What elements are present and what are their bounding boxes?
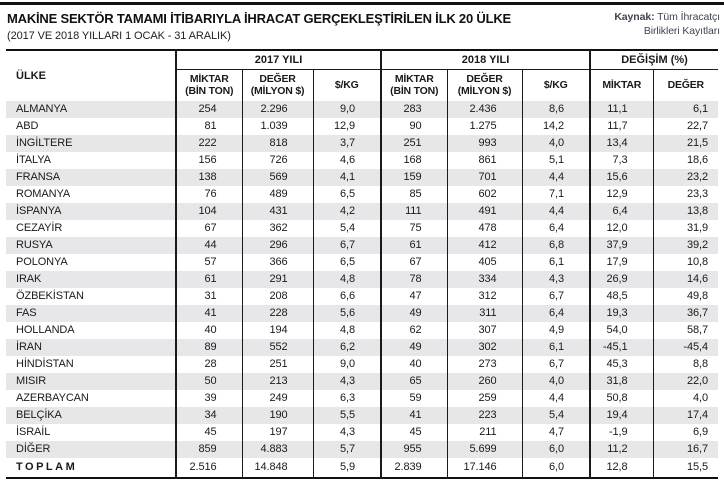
cell-value: 2.296 bbox=[242, 101, 313, 118]
cell-value: 334 bbox=[447, 271, 522, 288]
cell-value: 17.146 bbox=[447, 458, 522, 478]
cell-value: 254 bbox=[176, 101, 242, 118]
cell-value: 5,4 bbox=[313, 220, 381, 237]
cell-value: 1.275 bbox=[447, 118, 522, 135]
cell-value: 955 bbox=[381, 441, 447, 458]
cell-value: 211 bbox=[447, 424, 522, 441]
cell-country: RUSYA bbox=[16, 238, 53, 251]
cell-value: 61 bbox=[381, 237, 447, 254]
cell-value: 491 bbox=[447, 203, 522, 220]
table-row bbox=[6, 407, 718, 424]
cell-value: 4,1 bbox=[313, 169, 381, 186]
cell-value: 62 bbox=[381, 322, 447, 339]
table-row bbox=[6, 186, 718, 203]
cell-value: 39 bbox=[176, 390, 242, 407]
page-title: MAKİNE SEKTÖR TAMAMI İTİBARIYLA İHRACAT GERÇEKLEŞTİRİLEN İLK 20 ÜLKE bbox=[7, 11, 511, 26]
col-header-2017-value bbox=[242, 70, 313, 101]
cell-value: 45 bbox=[381, 424, 447, 441]
cell-value: 2.839 bbox=[381, 458, 447, 478]
cell-value: 9,0 bbox=[313, 101, 381, 118]
cell-value: 11,1 bbox=[590, 101, 653, 118]
col-header-line: MİKTAR bbox=[394, 73, 434, 86]
table-row bbox=[6, 373, 718, 390]
col-header-line: DEĞER bbox=[466, 73, 503, 86]
cell-value: 36,7 bbox=[653, 305, 718, 322]
cell-value: 31 bbox=[176, 288, 242, 305]
cell-value: 104 bbox=[176, 203, 242, 220]
cell-value: 6,6 bbox=[313, 288, 381, 305]
cell-value: 18,6 bbox=[653, 152, 718, 169]
col-header-2018-amount bbox=[381, 70, 447, 101]
cell-value: 213 bbox=[242, 373, 313, 390]
col-header-line: (BİN TON) bbox=[390, 85, 439, 98]
cell-value: 48,5 bbox=[590, 288, 653, 305]
cell-value: 19,3 bbox=[590, 305, 653, 322]
table-row bbox=[6, 271, 718, 288]
cell-value: 17,9 bbox=[590, 254, 653, 271]
cell-value: 75 bbox=[381, 220, 447, 237]
cell-value: 489 bbox=[242, 186, 313, 203]
table-row bbox=[6, 203, 718, 220]
cell-value: 6,4 bbox=[590, 203, 653, 220]
col-header-line: $/KG bbox=[543, 79, 568, 92]
cell-value: 251 bbox=[242, 356, 313, 373]
cell-value: 6,0 bbox=[522, 441, 590, 458]
cell-value: 208 bbox=[242, 288, 313, 305]
cell-value: 4,2 bbox=[313, 203, 381, 220]
cell-value: 6,5 bbox=[313, 254, 381, 271]
cell-value: 39,2 bbox=[653, 237, 718, 254]
col-header-country: ÜLKE bbox=[16, 69, 46, 82]
cell-value: 26,9 bbox=[590, 271, 653, 288]
cell-value: 569 bbox=[242, 169, 313, 186]
cell-value: 85 bbox=[381, 186, 447, 203]
cell-value: 4,0 bbox=[522, 135, 590, 152]
cell-value: 283 bbox=[381, 101, 447, 118]
table-row bbox=[6, 254, 718, 271]
cell-value: 45 bbox=[176, 424, 242, 441]
cell-country: İNGİLTERE bbox=[16, 136, 73, 149]
cell-value: 14,6 bbox=[653, 271, 718, 288]
cell-value: 478 bbox=[447, 220, 522, 237]
cell-country: ALMANYA bbox=[16, 102, 68, 115]
exports-table bbox=[6, 49, 718, 479]
cell-value: 16,7 bbox=[653, 441, 718, 458]
cell-country: İRAN bbox=[16, 340, 42, 353]
cell-value: 6,9 bbox=[653, 424, 718, 441]
table-row bbox=[6, 424, 718, 441]
cell-value: 13,8 bbox=[653, 203, 718, 220]
cell-value: 14,2 bbox=[522, 118, 590, 135]
cell-value: 138 bbox=[176, 169, 242, 186]
cell-value: 12,9 bbox=[313, 118, 381, 135]
cell-value: 5,4 bbox=[522, 407, 590, 424]
cell-value: 861 bbox=[447, 152, 522, 169]
heading-block bbox=[7, 11, 511, 42]
cell-value: 260 bbox=[447, 373, 522, 390]
cell-country: FAS bbox=[16, 306, 37, 319]
cell-value: 3,7 bbox=[313, 135, 381, 152]
cell-value: 31,8 bbox=[590, 373, 653, 390]
cell-country: İTALYA bbox=[16, 153, 51, 166]
cell-value: 156 bbox=[176, 152, 242, 169]
cell-value: 54,0 bbox=[590, 322, 653, 339]
cell-value: 49 bbox=[381, 339, 447, 356]
cell-value: 67 bbox=[176, 220, 242, 237]
table-row bbox=[6, 390, 718, 407]
cell-value: 7,1 bbox=[522, 186, 590, 203]
cell-value: 4,4 bbox=[522, 169, 590, 186]
cell-value: 159 bbox=[381, 169, 447, 186]
group-header-change: DEĞİŞİM (%) bbox=[590, 50, 718, 70]
masthead bbox=[0, 5, 724, 49]
cell-value: 58,7 bbox=[653, 322, 718, 339]
cell-value: 12,8 bbox=[590, 458, 653, 478]
cell-value: 6,3 bbox=[313, 390, 381, 407]
table-row bbox=[6, 169, 718, 186]
table-row bbox=[6, 288, 718, 305]
cell-value: 15,6 bbox=[590, 169, 653, 186]
source-note bbox=[595, 11, 720, 39]
cell-value: 15,5 bbox=[653, 458, 718, 478]
table-row bbox=[6, 441, 718, 458]
cell-value: 6,2 bbox=[313, 339, 381, 356]
table-body bbox=[6, 101, 718, 478]
page-subtitle: (2017 VE 2018 YILLARI 1 OCAK - 31 ARALIK) bbox=[7, 29, 231, 42]
cell-value: 6,0 bbox=[522, 458, 590, 478]
cell-value: 11,2 bbox=[590, 441, 653, 458]
cell-value: 57 bbox=[176, 254, 242, 271]
cell-value: 41 bbox=[381, 407, 447, 424]
cell-value: 14.848 bbox=[242, 458, 313, 478]
cell-value: 19,4 bbox=[590, 407, 653, 424]
col-header-2017-amount bbox=[176, 70, 242, 101]
cell-value: 4,4 bbox=[522, 390, 590, 407]
cell-value: 49 bbox=[381, 305, 447, 322]
cell-country: İSPANYA bbox=[16, 204, 62, 217]
cell-country: ABD bbox=[16, 119, 39, 132]
table-row bbox=[6, 152, 718, 169]
cell-value: 197 bbox=[242, 424, 313, 441]
cell-value: 4,3 bbox=[522, 271, 590, 288]
cell-value: 190 bbox=[242, 407, 313, 424]
table-row bbox=[6, 135, 718, 152]
cell-value: 312 bbox=[447, 288, 522, 305]
cell-value: 13,4 bbox=[590, 135, 653, 152]
cell-value: 37,9 bbox=[590, 237, 653, 254]
cell-value: 6,8 bbox=[522, 237, 590, 254]
cell-value: 701 bbox=[447, 169, 522, 186]
cell-value: 4,0 bbox=[522, 373, 590, 390]
cell-value: 23,2 bbox=[653, 169, 718, 186]
cell-value: 89 bbox=[176, 339, 242, 356]
cell-country: TOPLAM bbox=[16, 460, 78, 473]
cell-country: AZERBAYCAN bbox=[16, 391, 89, 404]
cell-value: 50 bbox=[176, 373, 242, 390]
cell-value: 40 bbox=[176, 322, 242, 339]
cell-value: 21,5 bbox=[653, 135, 718, 152]
cell-country: MISIR bbox=[16, 374, 47, 387]
cell-value: 602 bbox=[447, 186, 522, 203]
group-header-2017: 2017 YILI bbox=[176, 50, 381, 70]
col-header-change-value bbox=[653, 70, 718, 101]
cell-value: 291 bbox=[242, 271, 313, 288]
cell-value: 23,3 bbox=[653, 186, 718, 203]
cell-value: 50,8 bbox=[590, 390, 653, 407]
cell-value: 8,6 bbox=[522, 101, 590, 118]
cell-value: 4,3 bbox=[313, 373, 381, 390]
col-header-change-amount bbox=[590, 70, 653, 101]
cell-value: 12,9 bbox=[590, 186, 653, 203]
col-header-line: DEĞER bbox=[259, 73, 296, 86]
cell-value: 412 bbox=[447, 237, 522, 254]
cell-value: 223 bbox=[447, 407, 522, 424]
col-header-line: DEĞER bbox=[667, 79, 704, 92]
cell-value: 5,6 bbox=[313, 305, 381, 322]
table-row bbox=[6, 322, 718, 339]
cell-value: 366 bbox=[242, 254, 313, 271]
cell-value: 4,8 bbox=[313, 322, 381, 339]
cell-value: 22,7 bbox=[653, 118, 718, 135]
cell-value: 28 bbox=[176, 356, 242, 373]
cell-country: IRAK bbox=[16, 272, 42, 285]
cell-value: 4,9 bbox=[522, 322, 590, 339]
cell-value: 65 bbox=[381, 373, 447, 390]
cell-value: 4.883 bbox=[242, 441, 313, 458]
cell-value: 6,7 bbox=[313, 237, 381, 254]
cell-value: 5,7 bbox=[313, 441, 381, 458]
cell-value: 49,8 bbox=[653, 288, 718, 305]
source-label: Kaynak: bbox=[614, 11, 655, 23]
cell-value: -45,1 bbox=[590, 339, 653, 356]
cell-country: POLONYA bbox=[16, 255, 68, 268]
cell-value: 431 bbox=[242, 203, 313, 220]
cell-value: 6,4 bbox=[522, 305, 590, 322]
cell-value: 12,0 bbox=[590, 220, 653, 237]
cell-value: 2.516 bbox=[176, 458, 242, 478]
cell-value: 59 bbox=[381, 390, 447, 407]
cell-value: 90 bbox=[381, 118, 447, 135]
cell-value: 307 bbox=[447, 322, 522, 339]
col-header-2018-value bbox=[447, 70, 522, 101]
cell-value: 45,3 bbox=[590, 356, 653, 373]
cell-country: CEZAYİR bbox=[16, 221, 63, 234]
cell-value: 34 bbox=[176, 407, 242, 424]
cell-value: 4,6 bbox=[313, 152, 381, 169]
cell-value: 47 bbox=[381, 288, 447, 305]
cell-value: -1,9 bbox=[590, 424, 653, 441]
cell-country: DİĞER bbox=[16, 442, 51, 455]
cell-value: 8,8 bbox=[653, 356, 718, 373]
cell-value: 251 bbox=[381, 135, 447, 152]
table-row bbox=[6, 101, 718, 118]
cell-value: 67 bbox=[381, 254, 447, 271]
cell-value: 81 bbox=[176, 118, 242, 135]
col-header-line: (MİLYON $) bbox=[250, 85, 305, 98]
cell-value: 222 bbox=[176, 135, 242, 152]
cell-value: 362 bbox=[242, 220, 313, 237]
col-header-2017-usd-kg bbox=[313, 70, 381, 101]
cell-value: 296 bbox=[242, 237, 313, 254]
cell-value: 4,7 bbox=[522, 424, 590, 441]
cell-country: İSRAİL bbox=[16, 425, 51, 438]
cell-value: 2.436 bbox=[447, 101, 522, 118]
cell-value: 17,4 bbox=[653, 407, 718, 424]
cell-value: 40 bbox=[381, 356, 447, 373]
col-header-line: (MİLYON $) bbox=[457, 85, 512, 98]
table-row bbox=[6, 220, 718, 237]
cell-value: 6,5 bbox=[313, 186, 381, 203]
cell-value: 5,5 bbox=[313, 407, 381, 424]
col-header-line: MİKTAR bbox=[189, 73, 229, 86]
cell-value: 9,0 bbox=[313, 356, 381, 373]
cell-value: 6,1 bbox=[522, 339, 590, 356]
table-header bbox=[6, 50, 718, 101]
cell-value: 5.699 bbox=[447, 441, 522, 458]
cell-country: BELÇİKA bbox=[16, 408, 62, 421]
cell-country: ÖZBEKİSTAN bbox=[16, 289, 84, 302]
table-row bbox=[6, 237, 718, 254]
cell-value: 1.039 bbox=[242, 118, 313, 135]
cell-value: 4,4 bbox=[522, 203, 590, 220]
cell-value: 76 bbox=[176, 186, 242, 203]
cell-value: 5,1 bbox=[522, 152, 590, 169]
cell-value: 22,0 bbox=[653, 373, 718, 390]
cell-value: 61 bbox=[176, 271, 242, 288]
cell-value: 273 bbox=[447, 356, 522, 373]
table-row bbox=[6, 305, 718, 322]
cell-value: 859 bbox=[176, 441, 242, 458]
cell-country: FRANSA bbox=[16, 170, 61, 183]
table-row bbox=[6, 356, 718, 373]
source-text: Tüm İhracatçı Birlikleri Kayıtları bbox=[643, 11, 720, 37]
cell-value: 44 bbox=[176, 237, 242, 254]
table-row bbox=[6, 118, 718, 135]
cell-value: 194 bbox=[242, 322, 313, 339]
total-row bbox=[6, 458, 718, 478]
cell-value: 11,7 bbox=[590, 118, 653, 135]
cell-value: 78 bbox=[381, 271, 447, 288]
cell-value: 249 bbox=[242, 390, 313, 407]
cell-value: 31,9 bbox=[653, 220, 718, 237]
group-header-2018: 2018 YILI bbox=[381, 50, 590, 70]
cell-value: 552 bbox=[242, 339, 313, 356]
cell-value: 818 bbox=[242, 135, 313, 152]
cell-country: HİNDİSTAN bbox=[16, 357, 74, 370]
cell-value: 259 bbox=[447, 390, 522, 407]
cell-value: 405 bbox=[447, 254, 522, 271]
cell-value: 7,3 bbox=[590, 152, 653, 169]
col-header-line: MİKTAR bbox=[602, 79, 642, 92]
cell-value: 726 bbox=[242, 152, 313, 169]
cell-value: 4,3 bbox=[313, 424, 381, 441]
cell-country: ROMANYA bbox=[16, 187, 71, 200]
cell-value: 5,9 bbox=[313, 458, 381, 478]
col-header-line: (BİN TON) bbox=[185, 85, 234, 98]
cell-value: 6,1 bbox=[653, 101, 718, 118]
cell-value: 6,7 bbox=[522, 288, 590, 305]
cell-value: 10,8 bbox=[653, 254, 718, 271]
cell-value: 993 bbox=[447, 135, 522, 152]
cell-value: 6,7 bbox=[522, 356, 590, 373]
col-header-line: $/KG bbox=[334, 79, 359, 92]
col-header-2018-usd-kg bbox=[522, 70, 590, 101]
cell-value: 6,1 bbox=[522, 254, 590, 271]
cell-value: 4,0 bbox=[653, 390, 718, 407]
cell-value: 4,8 bbox=[313, 271, 381, 288]
cell-value: 302 bbox=[447, 339, 522, 356]
cell-value: -45,4 bbox=[653, 339, 718, 356]
cell-value: 6,4 bbox=[522, 220, 590, 237]
cell-value: 168 bbox=[381, 152, 447, 169]
table-row bbox=[6, 339, 718, 356]
cell-value: 228 bbox=[242, 305, 313, 322]
cell-value: 311 bbox=[447, 305, 522, 322]
cell-value: 111 bbox=[381, 203, 447, 220]
cell-country: HOLLANDA bbox=[16, 323, 75, 336]
cell-value: 41 bbox=[176, 305, 242, 322]
